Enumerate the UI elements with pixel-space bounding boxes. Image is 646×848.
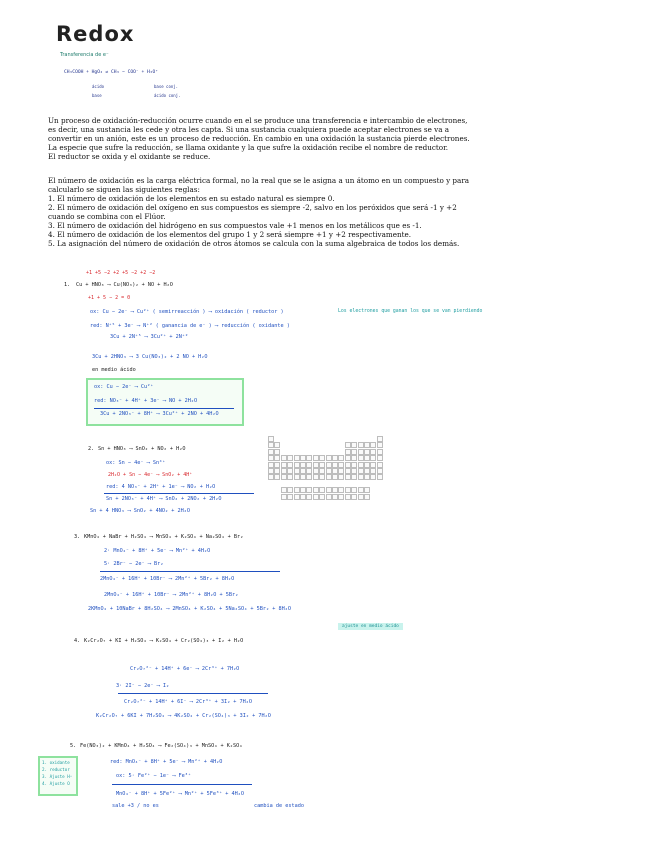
- acid-label: ácido: [92, 84, 105, 89]
- ex3-check: 2MnO₄⁻ + 16H⁺ + 10Br⁻ ⟶ 2Mn²⁺ + 8H₂O + 5Br₂: [104, 592, 239, 598]
- ex1-reaction: Cu + HNO₃ ⟶ Cu(NO₃)₂ + NO + H₂O: [76, 282, 173, 288]
- periodic-table-cell: [281, 494, 287, 500]
- periodic-table-cell: [364, 449, 370, 455]
- periodic-table-cell: [364, 487, 370, 493]
- periodic-table-cell: [287, 494, 293, 500]
- periodic-table-cell: [300, 487, 306, 493]
- periodic-table-cell: [364, 494, 370, 500]
- periodic-table-cell: [338, 487, 344, 493]
- periodic-table-cell: [358, 494, 364, 500]
- ex1-ox: ox: Cu − 2e⁻ ⟶ Cu²⁺ ( semirreacción ) ⟶ oxidación ( reductor ): [90, 309, 284, 315]
- periodic-table-cell: [326, 462, 332, 468]
- periodic-table-cell: [306, 468, 312, 474]
- periodic-table-cell: [281, 455, 287, 461]
- ex2-final: Sn + 4 HNO₃ ⟶ SnO₂ + 4NO₂ + 2H₂O: [90, 508, 190, 514]
- periodic-table-cell: [351, 487, 357, 493]
- base-label: base: [92, 93, 102, 98]
- periodic-table-cell: [319, 468, 325, 474]
- periodic-table-cell: [313, 455, 319, 461]
- ex1-box-rule: [94, 408, 234, 409]
- periodic-table-cell: [358, 474, 364, 480]
- periodic-table-cell: [345, 468, 351, 474]
- periodic-table-cell: [274, 455, 280, 461]
- periodic-table-cell: [351, 494, 357, 500]
- periodic-table-cell: [287, 474, 293, 480]
- subtitle: Transferencia de e⁻: [60, 52, 109, 58]
- ex1-red: red: N⁺⁵ + 3e⁻ ⟶ N⁺² ( ganancia de e⁻ ) ⟶ reducción ( oxidante ): [90, 323, 290, 329]
- periodic-table-cell: [274, 442, 280, 448]
- ex5-label: 5.: [70, 743, 77, 749]
- periodic-table-cell: [287, 462, 293, 468]
- periodic-table-cell: [345, 494, 351, 500]
- ex3-sum: 2MnO₄⁻ + 16H⁺ + 10Br⁻ ⟶ 2Mn²⁺ + 5Br₂ + 8H₂O: [100, 576, 235, 582]
- ex2-ox2: 2H₂O + Sn − 4e⁻ ⟶ SnO₂ + 4H⁺: [108, 472, 193, 478]
- ex5-extra: sale +3 / no es: [112, 803, 159, 809]
- periodic-table-cell: [313, 462, 319, 468]
- periodic-table-cell: [287, 468, 293, 474]
- periodic-table-cell: [306, 455, 312, 461]
- periodic-table-cell: [377, 442, 383, 448]
- periodic-table-cell: [338, 468, 344, 474]
- ex5-legend-item: 3. Ajuste H⁺: [42, 774, 73, 779]
- periodic-table-cell: [281, 462, 287, 468]
- page-title: Redox: [56, 22, 135, 46]
- ex4-ox: 3· 2I⁻ − 2e⁻ ⟶ I₂: [116, 683, 170, 689]
- ex1-red-check: 3Cu + 2N⁺⁵ ⟶ 3Cu²⁺ + 2N⁺²: [110, 334, 189, 340]
- ex2-sum: Sn + 2NO₃⁻ + 4H⁺ ⟶ SnO₂ + 2NO₂ + 2H₂O: [106, 496, 222, 502]
- ex3-final: 2KMnO₄ + 10NaBr + 8H₂SO₄ ⟶ 2MnSO₄ + K₂SO₄ + 5Na₂SO₄ + 5Br₂ + 8H₂O: [88, 606, 292, 612]
- periodic-table-cell: [326, 494, 332, 500]
- periodic-table-cell: [313, 494, 319, 500]
- ex4-reaction: K₂Cr₂O₇ + KI + H₂SO₄ ⟶ K₂SO₄ + Cr₂(SO₄)₃ + I₂ + H₂O: [84, 638, 244, 644]
- periodic-table-cell: [358, 455, 364, 461]
- periodic-table-cell: [274, 449, 280, 455]
- periodic-table-cell: [313, 468, 319, 474]
- periodic-table-cell: [319, 462, 325, 468]
- ex2-red: red: 4 NO₃⁻ + 2H⁺ + 1e⁻ ⟶ NO₂ + H₂O: [106, 484, 216, 490]
- periodic-table-cell: [370, 474, 376, 480]
- ex3-rule: [100, 571, 280, 572]
- ex1-final: 3Cu + 2HNO₃ ⟶ 3 Cu(NO₃)₂ + 2 NO + H₂O: [92, 354, 208, 360]
- periodic-table-cell: [364, 462, 370, 468]
- ex1-sum: +1 + 5 − 2 = 0: [88, 295, 131, 301]
- ex1-box-sum: 3Cu + 2NO₃⁻ + 8H⁺ ⟶ 3Cu²⁺ + 2NO + 4H₂O: [100, 411, 219, 417]
- ex5-ox: ox: 5· Fe²⁺ − 1e⁻ ⟶ Fe³⁺: [116, 773, 191, 779]
- paragraph-oxidation-number: [48, 176, 608, 194]
- periodic-table-cell: [364, 474, 370, 480]
- periodic-table-cell: [313, 474, 319, 480]
- periodic-table-cell: [351, 462, 357, 468]
- rules-list: [48, 194, 608, 248]
- periodic-table-cell: [306, 474, 312, 480]
- ex5-sum: MnO₄⁻ + 8H⁺ + 5Fe²⁺ ⟶ Mn²⁺ + 5Fe³⁺ + 4H₂O: [116, 791, 245, 797]
- periodic-table-cell: [306, 462, 312, 468]
- ex2-reaction: Sn + HNO₃ ⟶ SnO₂ + NO₂ + H₂O: [98, 446, 186, 452]
- periodic-table-cell: [370, 455, 376, 461]
- periodic-table-cell: [281, 474, 287, 480]
- rule-item: 1. El número de oxidación de los elementos en su estado natural es siempre 0.: [48, 194, 335, 203]
- periodic-table-cell: [281, 487, 287, 493]
- periodic-table-cell: [358, 468, 364, 474]
- periodic-table-cell: [338, 494, 344, 500]
- periodic-table-cell: [319, 487, 325, 493]
- periodic-table-cell: [268, 436, 274, 442]
- periodic-table-cell: [268, 455, 274, 461]
- ex2-rule: [104, 493, 254, 494]
- periodic-table-cell: [300, 468, 306, 474]
- periodic-table-cell: [332, 474, 338, 480]
- ex5-extra2: cambia de estado: [254, 803, 304, 809]
- periodic-table-cell: [294, 468, 300, 474]
- periodic-table-cell: [351, 455, 357, 461]
- periodic-table-cell: [281, 468, 287, 474]
- periodic-table-cell: [268, 442, 274, 448]
- periodic-table-cell: [370, 449, 376, 455]
- ex1-box-ox: ox: Cu − 2e⁻ ⟶ Cu²⁺: [94, 384, 154, 390]
- periodic-table-cell: [300, 474, 306, 480]
- rule-item: 4. El número de oxidación de los elementos del grupo 1 y 2 será siempre +1 y +2 respectivamente.: [48, 230, 412, 239]
- rule-item: cuando se combina con el Flúor.: [48, 212, 166, 221]
- periodic-table-cell: [326, 468, 332, 474]
- ex4-sum: Cr₂O₇²⁻ + 14H⁺ + 6I⁻ ⟶ 2Cr³⁺ + 3I₂ + 7H₂O: [124, 699, 253, 705]
- periodic-table-cell: [351, 468, 357, 474]
- periodic-table-cell: [332, 455, 338, 461]
- rule-item: 2. El número de oxidación del oxígeno en sus compuestos es siempre -2, salvo en los peróxidos que será -1 y +2: [48, 203, 457, 212]
- periodic-table-cell: [268, 474, 274, 480]
- ex1-label: 1.: [64, 282, 71, 288]
- periodic-table-cell: [370, 462, 376, 468]
- periodic-table-cell: [274, 474, 280, 480]
- periodic-table-cell: [268, 468, 274, 474]
- periodic-table-cell: [370, 468, 376, 474]
- periodic-table-cell: [351, 474, 357, 480]
- periodic-table-cell: [300, 462, 306, 468]
- periodic-table-cell: [358, 449, 364, 455]
- conj-base-label: base conj.: [154, 84, 179, 89]
- ex1-medium: en medio ácido: [92, 367, 136, 373]
- paragraph-line: La especie que sufre la reducción, se llama oxidante y la que sufre la oxidación recibe el nombre de reductor.: [48, 143, 448, 152]
- periodic-table-cell: [377, 436, 383, 442]
- rule-item: 3. El número de oxidación del hidrógeno en sus compuestos vale +1 menos en los metálicos que es -1.: [48, 221, 422, 230]
- ex3-ox: 5· 2Br⁻ − 2e⁻ ⟶ Br₂: [104, 561, 164, 567]
- paragraph-line: calcularlo se siguen las siguientes reglas:: [48, 185, 200, 194]
- periodic-table-cell: [326, 474, 332, 480]
- acid-base-reaction: CH₃COOH + HgO₂ ⇌ CH₃ − COO⁻ + H₃O⁺: [64, 70, 159, 75]
- ex2-label: 2.: [88, 446, 95, 452]
- ex1-side-note: Los electrones que ganan los que se van pierdiendo: [338, 309, 483, 314]
- conj-acid-label: ácido conj.: [154, 93, 181, 98]
- ex2-ox: ox: Sn − 4e⁻ ⟶ Sn⁴⁺: [106, 460, 166, 466]
- periodic-table-cell: [326, 487, 332, 493]
- periodic-table-cell: [358, 442, 364, 448]
- periodic-table-cell: [377, 468, 383, 474]
- periodic-table-cell: [306, 494, 312, 500]
- ex5-rule: [112, 784, 252, 785]
- periodic-table-cell: [345, 462, 351, 468]
- paragraph-line: es decir, una sustancia les cede y otra les capta. Si una sustancia cualquiera puede aceptar electrones se va a: [48, 125, 450, 134]
- paragraph-line: El reductor se oxida y el oxidante se reduce.: [48, 152, 211, 161]
- periodic-table-cell: [300, 494, 306, 500]
- periodic-table-cell: [345, 449, 351, 455]
- ex4-label: 4.: [74, 638, 81, 644]
- ex5-legend-item: 2. reductor: [42, 767, 70, 772]
- rule-item: 5. La asignación del número de oxidación de otros átomos se calcula con la suma algebraica de todos los demás.: [48, 239, 460, 248]
- ex1-ox-numbers: +1 +5 −2 +2 +5 −2 +2 −2: [86, 270, 156, 276]
- periodic-table-cell: [377, 449, 383, 455]
- periodic-table-cell: [332, 468, 338, 474]
- ex4-final: K₂Cr₂O₇ + 6KI + 7H₂SO₄ ⟶ 4K₂SO₄ + Cr₂(SO₄)₃ + 3I₂ + 7H₂O: [96, 713, 271, 719]
- periodic-table-cell: [345, 487, 351, 493]
- periodic-table-cell: [268, 449, 274, 455]
- periodic-table-cell: [364, 468, 370, 474]
- periodic-table-cell: [358, 487, 364, 493]
- periodic-table-cell: [377, 474, 383, 480]
- periodic-table-cell: [319, 474, 325, 480]
- periodic-table-cell: [326, 455, 332, 461]
- periodic-table-cell: [313, 487, 319, 493]
- periodic-table-cell: [287, 455, 293, 461]
- periodic-table-cell: [319, 494, 325, 500]
- periodic-table-cell: [332, 487, 338, 493]
- ex3-label: 3.: [74, 534, 81, 540]
- ex4-red: Cr₂O₇²⁻ + 14H⁺ + 6e⁻ ⟶ 2Cr³⁺ + 7H₂O: [130, 666, 240, 672]
- ex5-red: red: MnO₄⁻ + 8H⁺ + 5e⁻ ⟶ Mn²⁺ + 4H₂O: [110, 759, 223, 765]
- periodic-table-cell: [287, 487, 293, 493]
- periodic-table-cell: [345, 455, 351, 461]
- ex5-reaction: Fe(NO₃)₂ + KMnO₄ + H₂SO₄ ⟶ Fe₂(SO₄)₃ + MnSO₄ + K₂SO₄: [80, 743, 243, 749]
- periodic-table-cell: [338, 455, 344, 461]
- periodic-table-cell: [306, 487, 312, 493]
- ex3-reaction: KMnO₄ + NaBr + H₂SO₄ ⟶ MnSO₄ + K₂SO₄ + Na₂SO₄ + Br₂: [84, 534, 244, 540]
- periodic-table-cell: [268, 462, 274, 468]
- ex5-legend-item: 4. Ajuste O: [42, 781, 70, 786]
- paragraph-line: Un proceso de oxidación-reducción ocurre cuando en el se produce una transferencia e intercambio de electrones,: [48, 116, 468, 125]
- periodic-table-cell: [377, 455, 383, 461]
- periodic-table-cell: [294, 487, 300, 493]
- periodic-table-cell: [294, 494, 300, 500]
- periodic-table-cell: [319, 455, 325, 461]
- ex4-rule: [118, 693, 268, 694]
- periodic-table-cell: [364, 442, 370, 448]
- periodic-table-cell: [294, 455, 300, 461]
- ex3-tag: ajuste en medio ácido: [338, 623, 403, 630]
- ex3-red: 2· MnO₄⁻ + 8H⁺ + 5e⁻ ⟶ Mn²⁺ + 4H₂O: [104, 548, 211, 554]
- paragraph-line: El número de oxidación es la carga eléctrica formal, no la real que se le asigna a un átomo en un compuesto y para: [48, 176, 470, 185]
- periodic-table-cell: [294, 462, 300, 468]
- ex5-legend-item: 1. oxidante: [42, 760, 70, 765]
- periodic-table-cell: [274, 462, 280, 468]
- periodic-table-cell: [294, 474, 300, 480]
- periodic-table-cell: [332, 494, 338, 500]
- paragraph-redox-definition: [48, 116, 608, 161]
- periodic-table-cell: [345, 442, 351, 448]
- periodic-table-cell: [338, 462, 344, 468]
- periodic-table-cell: [370, 442, 376, 448]
- periodic-table-cell: [332, 462, 338, 468]
- periodic-table-cell: [351, 449, 357, 455]
- periodic-table-cell: [351, 442, 357, 448]
- periodic-table-cell: [377, 462, 383, 468]
- periodic-table-cell: [364, 455, 370, 461]
- periodic-table-cell: [358, 462, 364, 468]
- paragraph-line: convertir en un anión, este es un proceso de reducción. En cambio en una oxidación la sustancia pierde electrones.: [48, 134, 470, 143]
- periodic-table-cell: [300, 455, 306, 461]
- ex1-box-red: red: NO₃⁻ + 4H⁺ + 3e⁻ ⟶ NO + 2H₂O: [94, 398, 198, 404]
- periodic-table-cell: [338, 474, 344, 480]
- periodic-table-cell: [274, 468, 280, 474]
- periodic-table-cell: [345, 474, 351, 480]
